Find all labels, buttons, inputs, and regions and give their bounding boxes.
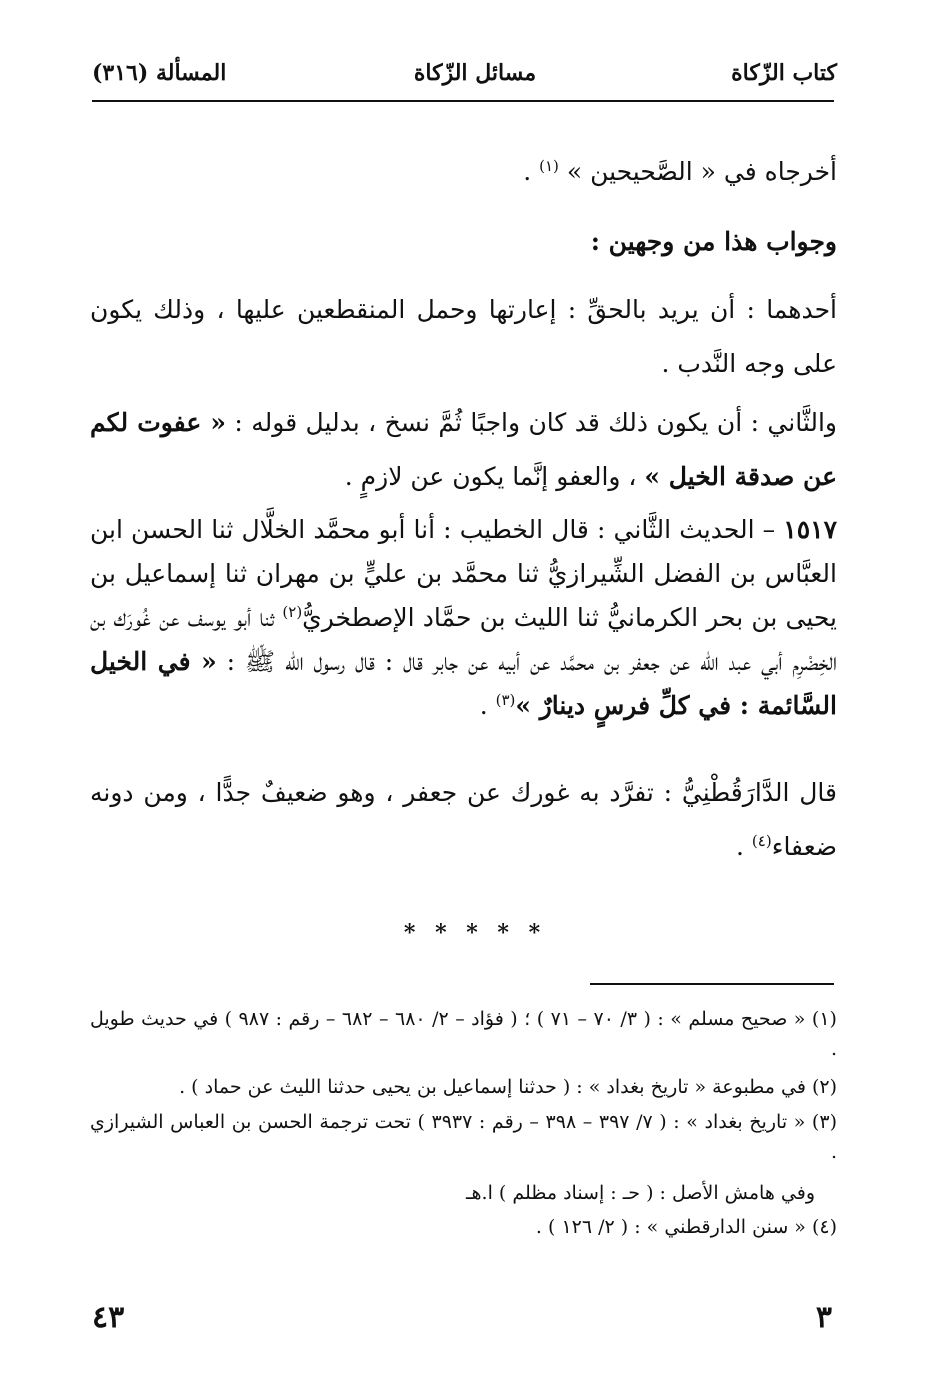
hadith-number: ١٥١٧ xyxy=(783,515,837,544)
section-separator: * * * * * xyxy=(403,920,547,946)
paragraph-second-answer xyxy=(90,396,837,504)
footnote-rule xyxy=(590,983,834,985)
footnote-3-note: وفي هامش الأصل : ( حـ : إسناد مظلم ) ا.هـ xyxy=(465,1182,815,1204)
paragraph-source-text: أخرجاه في « الصَّحيحين » xyxy=(566,157,837,186)
answer-heading: وجواب هذا من وجهين : xyxy=(590,227,837,256)
hadith-chain-2: ثنا أبو يوسف عن غُورَك بن الخِضْرِم أبي عبد الله عن جعفر بن محمَّد عن أبيه عن جابر قال : قال رسول الله ﷺ : xyxy=(90,603,838,676)
page-number-right: ٣ xyxy=(815,1300,832,1335)
header-rule xyxy=(92,100,834,102)
paragraph-source xyxy=(523,152,837,192)
page-number-left: ٤٣ xyxy=(92,1300,125,1335)
footnote-ref-1: (١) xyxy=(539,157,559,175)
footnote-ref-4: (٤) xyxy=(751,832,772,850)
hadith-chain-1: – الحديث الثَّاني : قال الخطيب : أنا أبو محمَّد الخلَّال ثنا الحسن ابن العبَّاس بن الفضل الشِّيرازيُّ ثنا محمَّد بن عليٍّ بن مهران ثنا إسماعيل بن يحيى بن بحر الكرمانيُّ ثنا الليث بن حمَّاد الإصطخريُّ xyxy=(90,515,837,632)
hadith-quote-horses: « في الخيل السَّائمة : في كلِّ فرسٍ دينارٌ » xyxy=(90,647,837,720)
footnote-4: (٤) « سنن الدارقطني » : ( ٢/ ١٢٦ ) . xyxy=(535,1216,837,1238)
footnote-3: (٣) « تاريخ بغداد » : ( ٧/ ٣٩٧ – ٣٩٨ – رقم : ٣٩٣٧ ) تحت ترجمة الحسن بن العباس الشيرازي . xyxy=(90,1111,837,1163)
footnote-ref-3: (٣) xyxy=(495,691,516,709)
hadith-quote-pardon: « عفوت لكم عن صدقة الخيل » xyxy=(90,408,837,491)
hadith-paragraph xyxy=(90,508,837,728)
running-head-section: مسائل الزّكاة xyxy=(413,60,537,86)
second-answer-text: والثَّاني : أن يكون ذلك قد كان واجبًا ثُمَّ نسخ ، بدليل قوله : xyxy=(226,408,837,437)
footnote-1: (١) « صحيح مسلم » : ( ٣/ ٧٠ – ٧١ ) ؛ ( فؤاد – ٢/ ٦٨٠ – ٦٨٢ – رقم : ٩٨٧ ) في حديث طويل . xyxy=(90,1008,837,1060)
paragraph-first-answer: أحدهما : أن يريد بالحقِّ : إعارتها وحمل المنقطعين عليها ، وذلك يكون على وجه النَّدب . xyxy=(90,295,837,378)
second-answer-end: ، والعفو إنَّما يكون عن لازمٍ . xyxy=(344,462,645,491)
daraqutni-text: قال الدَّارَقُطْنِيُّ : تفرَّد به غورك عن جعفر ، وهو ضعيفٌ جدًّا ، ومن دونه ضعفاء xyxy=(90,778,837,861)
footnote-2: (٢) في مطبوعة « تاريخ بغداد » : ( حدثنا إسماعيل بن يحيى حدثنا الليث عن حماد ) . xyxy=(179,1076,837,1098)
paragraph-source-end: . xyxy=(523,157,532,186)
paragraph-daraqutni xyxy=(90,766,837,874)
hadith-end: . xyxy=(479,691,496,720)
running-head-book: كتاب الزّكاة xyxy=(731,60,837,86)
running-head-issue: المسألة (٣١٦) xyxy=(92,60,227,86)
footnote-ref-2: (٢) xyxy=(282,603,303,621)
daraqutni-end: . xyxy=(736,832,752,861)
